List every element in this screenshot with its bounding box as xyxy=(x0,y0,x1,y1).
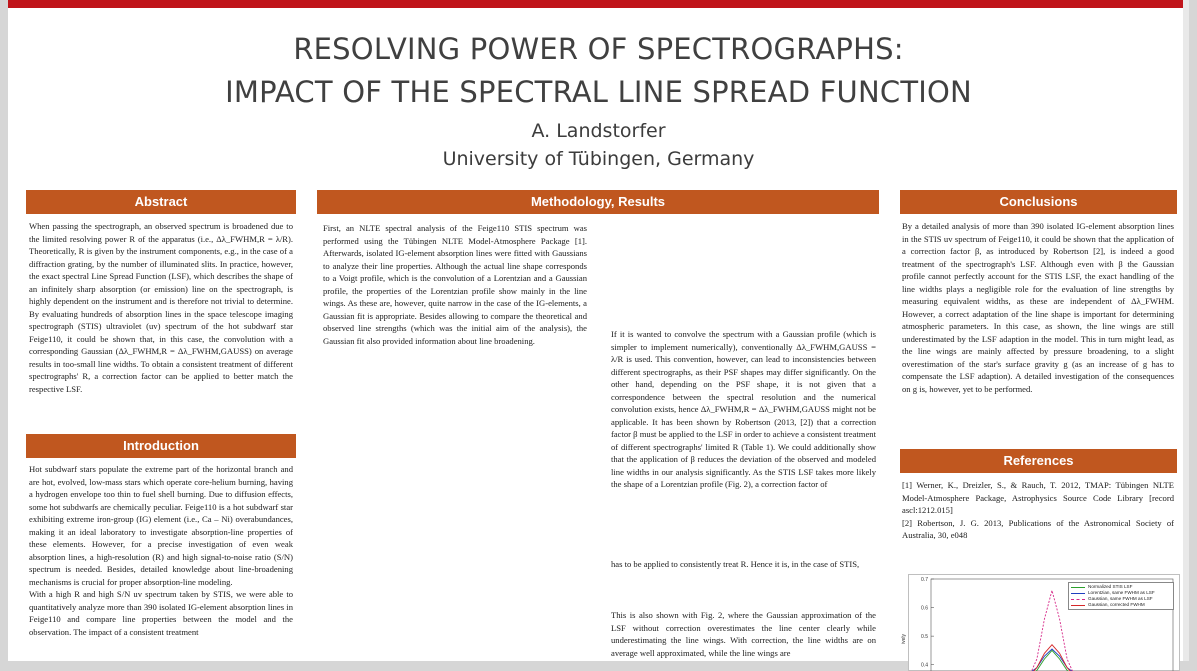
methodology-paragraph-2: If it is wanted to convolve the spectrum with a Gaussian profile (which is simpler to implement numerically), conventionally Δλ_FWHM,GAUSS = λ/R is used. This convention, however, can lead to inconsistencies between different spectrographs, as their PSF shapes may differ significantly. On the other hand, depending on the PSF shape, it is not given that a correspondence between the spectral resolution and the numerical convolution exists, hence Δλ_FWHM,R = Δλ_FWHM,GAUSS might not be applicable. It has been shown by Robertson (2013, [2]) that a correction factor β must be applied to the LSF in order to achieve a consistent treatment of different spectrographs' limited R (Table 1). We could additionally show that the application of β reduces the deviation of the observed and modeled line widths in our analysis significantly. As the STIS LSF takes more likely the shape of a Lorentzian profile (Fig. 2), a correction factor of xyxy=(611,329,876,489)
introduction-heading: Introduction xyxy=(26,434,296,458)
reference-item: [2] Robertson, J. G. 2013, Publications of the Astronomical Society of Australia, 30, e048 xyxy=(902,517,1174,540)
methodology-heading: Methodology, Results xyxy=(317,190,879,214)
y-tick-label: 0.6 xyxy=(921,605,928,612)
legend-label: Normalized STIS LSF xyxy=(1088,584,1133,589)
legend-label: Gaussian, corrected FWHM xyxy=(1088,602,1145,607)
methodology-text-col2c xyxy=(611,609,876,659)
abstract-heading: Abstract xyxy=(26,190,296,214)
poster-title-line2: IMPACT OF THE SPECTRAL LINE SPREAD FUNCTION xyxy=(225,75,972,109)
poster-page xyxy=(8,0,1189,669)
legend-entry xyxy=(1071,602,1171,608)
legend-swatch xyxy=(1071,605,1085,606)
poster-title-line1: RESOLVING POWER OF SPECTROGRAPHS: xyxy=(293,32,904,66)
affiliation: University of Tübingen, Germany xyxy=(442,148,755,170)
references-heading: References xyxy=(900,449,1177,473)
y-tick-label: 0.7 xyxy=(921,577,928,583)
legend-label: Lorentzian, same FWHM as LSF xyxy=(1088,590,1155,595)
methodology-text-col1 xyxy=(323,222,587,347)
conclusions-heading: Conclusions xyxy=(900,190,1177,214)
abstract-paragraph: When passing the spectrograph, an observed spectrum is broadened due to the limited resolving power R of the apparatus (i.e., Δλ_FWHM,R = λ/R). Theoretically, R is given by the instrument components, e.g., in the case of a diffraction grating, by the number of illuminated slits. In practice, however, the exact spectral Line Spread Function (LSF), which describes the shape of an infinitely sharp absorption (or emission) line on the spectrograph, is highly dependent on the instrument and is therefore not trivial to determine. By evaluating hundreds of absorption lines in the space telescope imaging spectrograph (STIS) ultraviolet (uv) spectrum of the hot subdwarf star Feige110, it could be shown that, in this case, the convolution with a corresponding Gaussian (Δλ_FWHM,R = Δλ_FWHM,GAUSS) on average results in too-small line widths. To obtain a consistent treatment of different spectrographs' R, a correction factor can be applied to better match the respective LSF. xyxy=(29,221,293,394)
y-tick-label: 0.4 xyxy=(921,662,928,669)
methodology-paragraph-1: First, an NLTE spectral analysis of the Feige110 STIS spectrum was performed using the Tübingen NLTE Model-Atmosphere Package [1]. Afterwards, isolated IG-element absorption lines were fitted with Gaussians to analyze their line properties. Although the actual line shape corresponds to a Voigt profile, which is the convolution of a Lorentzian and a Gaussian profile, the properties of the Lorentzian profile show mainly in the line wings. As these are, however, quite narrow in the case of the IG-elements, a Gaussian fit is appropriate. Besides allowing to compare the theoretical and observed line strengths (which was the initial aim of the analysis), the Gaussian fit also provided information about line broadening. xyxy=(323,223,587,346)
y-tick-label: 0.5 xyxy=(921,634,928,641)
methodology-paragraph-4: This is also shown with Fig. 2, where the Gaussian approximation of the LSF without correction overestimates the line center clearly while underestimating the line wings. With correction, the line widths are on average well approximated, while the line wings are xyxy=(611,610,876,658)
methodology-paragraph-3: has to be applied to consistently treat R. Hence it is, in the case of STIS, xyxy=(611,559,860,569)
methodology-text-col2 xyxy=(611,328,876,491)
conclusions-text xyxy=(902,220,1174,395)
series-line xyxy=(931,650,1173,671)
legend-swatch xyxy=(1071,587,1085,588)
chart-y-axis-label: ively xyxy=(901,633,907,644)
legend-swatch xyxy=(1071,599,1085,600)
references-list xyxy=(902,479,1174,542)
conclusions-paragraph: By a detailed analysis of more than 390 isolated IG-element absorption lines in the STIS uv spectrum of Feige110, it could be shown that the application of a correction factor β, as introduced by Robertson [2], is indeed a good treatment of the spectrograph's LSF. Although even with β the Gaussian profile cannot perfectly account for the STIS LSF, the exact handling of the line widths plays a negligible role for the evaluation of line strengths by measuring equivalent widths, as these are independent of Δλ_FWHM. However, a correct adaptation of the line shape is important for determining atmospheric parameters. In this case, as shown, the line wings are still underestimated by the LSF adaption in the model. This in turn might lead, as the line wings are mainly affected by pressure broadening, to a slight overestimation of the star's surface gravity g (as an increase of g has to compensate the LSF adaption). A detailed investigation of the consequences on g is, however, yet to be performed. xyxy=(902,221,1174,394)
top-accent-bar xyxy=(8,0,1189,8)
introduction-paragraph-2: With a high R and high S/N uv spectrum taken by STIS, we were able to quantitatively analyze more than 390 isolated IG-element absorption lines in Feige110 and compare line properties between the model and the observation. The impact of a consistent treatment xyxy=(29,589,293,637)
chart-legend xyxy=(1068,582,1174,610)
reference-item: [1] Werner, K., Dreizler, S., & Rauch, T. 2012, TMAP: Tübingen NLTE Model-Atmosphere Package, Astrophysics Source Code Library [record ascl:1212.015] xyxy=(902,480,1174,515)
introduction-text xyxy=(29,463,293,638)
methodology-text-col2b xyxy=(611,558,876,571)
legend-swatch xyxy=(1071,593,1085,594)
introduction-paragraph-1: Hot subdwarf stars populate the extreme part of the horizontal branch and are hot, evolved, low-mass stars which operate core-helium burning, having a hydrogen envelope too thin to fuel shell burning. Due to diffusion effects, some hot subdwarfs are chemically peculiar. Feige110 is a hot subdwarf star exhibiting extreme iron-group (IG) element (i.e., Ca – Ni) overabundances, making it an ideal laboratory to investigate absorption-line properties of these elements. However, for a precise investigation of even weak absorption lines, a high-resolution (R) and high signal-to-noise ratio (S/N) spectrum is needed. Besides, detailed knowledge about line-broadening mechanisms is crucial for proper absorption-line modeling. xyxy=(29,464,293,587)
abstract-text xyxy=(29,220,293,395)
author-name: A. Landstorfer xyxy=(531,120,666,142)
legend-label: Gaussian, same FWHM as LSF xyxy=(1088,596,1153,601)
series-line xyxy=(931,649,1173,671)
